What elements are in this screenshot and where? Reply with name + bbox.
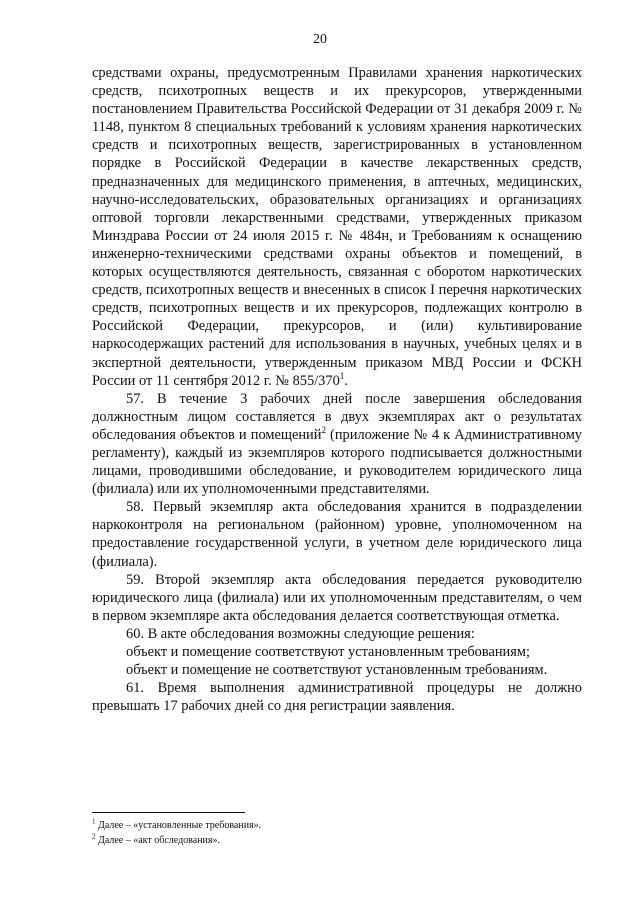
footnotes xyxy=(92,818,582,848)
footnote-2 xyxy=(92,833,582,848)
footnote-mark: 1 xyxy=(92,817,96,826)
paragraph-text: В акте обследования возможны следующие решения: xyxy=(147,625,475,642)
footnote-text: Далее – «акт обследования». xyxy=(98,835,220,846)
paragraph-text: В течение 3 рабочих дней после завершения обследования должностным лицом составляется в двух экземплярах акт о результатах обследования объектов и помещений xyxy=(92,390,582,443)
paragraph-58 xyxy=(92,498,582,570)
paragraph-number: 57. xyxy=(126,390,144,407)
footnote-divider xyxy=(92,812,245,813)
footnote-ref[interactable]: 1 xyxy=(339,370,345,381)
paragraph-text: объект и помещение не соответствуют установленным требованиям. xyxy=(126,662,548,679)
paragraph-text: Второй экземпляр акта обследования передается руководителю юридического лица (филиала) или их уполномоченным представителям, о чем в первом экземпляре акта обследования делается соответствующая отметка. xyxy=(92,571,582,624)
paragraph-57 xyxy=(92,390,582,499)
decision-option-compliant xyxy=(92,643,582,661)
page-number: 20 xyxy=(313,32,327,47)
paragraph-59 xyxy=(92,571,582,625)
paragraph-text: объект и помещение соответствуют установленным требованиям; xyxy=(126,644,530,660)
footnote-mark: 2 xyxy=(92,832,96,841)
paragraph-number: 58. xyxy=(126,499,144,516)
footnote-text: Далее – «установленные требования». xyxy=(98,820,262,831)
footnote-ref[interactable]: 2 xyxy=(321,425,326,436)
paragraph-number: 60. xyxy=(126,625,144,642)
footnote-1 xyxy=(92,818,582,833)
paragraph-number: 59. xyxy=(126,571,144,588)
document-body xyxy=(92,64,582,715)
paragraph-text-continued: (приложение № 4 к Административному регламенту), каждый из экземпляров которого подписывается должностными лицами, проводившими обследование, и руководителем юридического лица (филиала) или их уполномоченными представителями. xyxy=(92,426,582,498)
paragraph-text: Время выполнения административной процедуры не должно превышать 17 рабочих дней со дня регистрации заявления. xyxy=(92,680,582,715)
paragraph-text: средствами охраны, предусмотренным Правилами хранения наркотических средств, психотропных веществ и их прекурсоров, утвержденными постановлением Правительства Российской Федерации от 31 декабря 2009 г. № 1148, пунктом 8 специальных требований к условиям хранения наркотических средств и психотропных веществ, зарегистрированных в установленном порядке в Российской Федерации в качестве лекарственных средств, предназначенных для медицинского применения, в аптечных, медицинских, научно-исследовательских, образовательных организациях и организациях оптовой торговли лекарственными средствами, утвержденных приказом Минздрава России от 24 июля 2015 г. № 484н, и Требованиям к оснащению инженерно-техническими средствами охраны объектов и помещений, в которых осуществляются деятельность, связанная с оборотом наркотических средств, психотропных веществ и внесенных в список I перечня наркотических средств, психотропных веществ и их прекурсоров, подлежащих контролю в Российской Федерации, прекурсоров, и (или) культивирование наркосодержащих растений для использования в научных, учебных целях и в экспертной деятельности, утвержденным приказом МВД России и ФСКН России от 11 сентября 2012 г. № 855/370 xyxy=(92,65,582,389)
decision-option-noncompliant xyxy=(92,661,582,679)
paragraph-number: 61. xyxy=(126,680,144,697)
paragraph-text: Первый экземпляр акта обследования хранится в подразделении наркоконтроля на региональном (районном) уровне, уполномоченном на предоставление государственной услуги, в учетном деле юридического лица (филиала). xyxy=(92,499,582,570)
paragraph-continuation: средствами охраны, предусмотренным Правилами хранения наркотических средств, психотропных веществ и их прекурсоров, утвержденными постановлением Правительства Российской Федерации от 31 декабря 2009 г. № 1148, пунктом 8 специальных требований к условиям хранения наркотических средств и психотропных веществ, зарегистрированных в установленном порядке в Российской Федерации в качестве лекарственных средств, предназначенных для медицинского применения, в аптечных, медицинских, научно-исследовательских, образовательных организациях и организациях оптовой торговли лекарственными средствами, утвержденных приказом Минздрава России от 24 июля 2015 г. № 484н, и Требованиям к оснащению инженерно-техническими средствами охраны объектов и помещений, в которых осуществляются деятельность, связанная с оборотом наркотических средств, психотропных веществ и внесенных в список I перечня наркотических средств, психотропных веществ и их прекурсоров, подлежащих контролю в Российской Федерации, прекурсоров, и (или) культивирование наркосодержащих растений для использования в научных, учебных целях и в экспертной деятельности, утвержденным приказом МВД России и ФСКН России от 11 сентября 2012 г. № $855/370^1$. xyxy=(92,65,582,389)
paragraph-60 xyxy=(92,625,582,643)
paragraph-61 xyxy=(92,679,582,715)
